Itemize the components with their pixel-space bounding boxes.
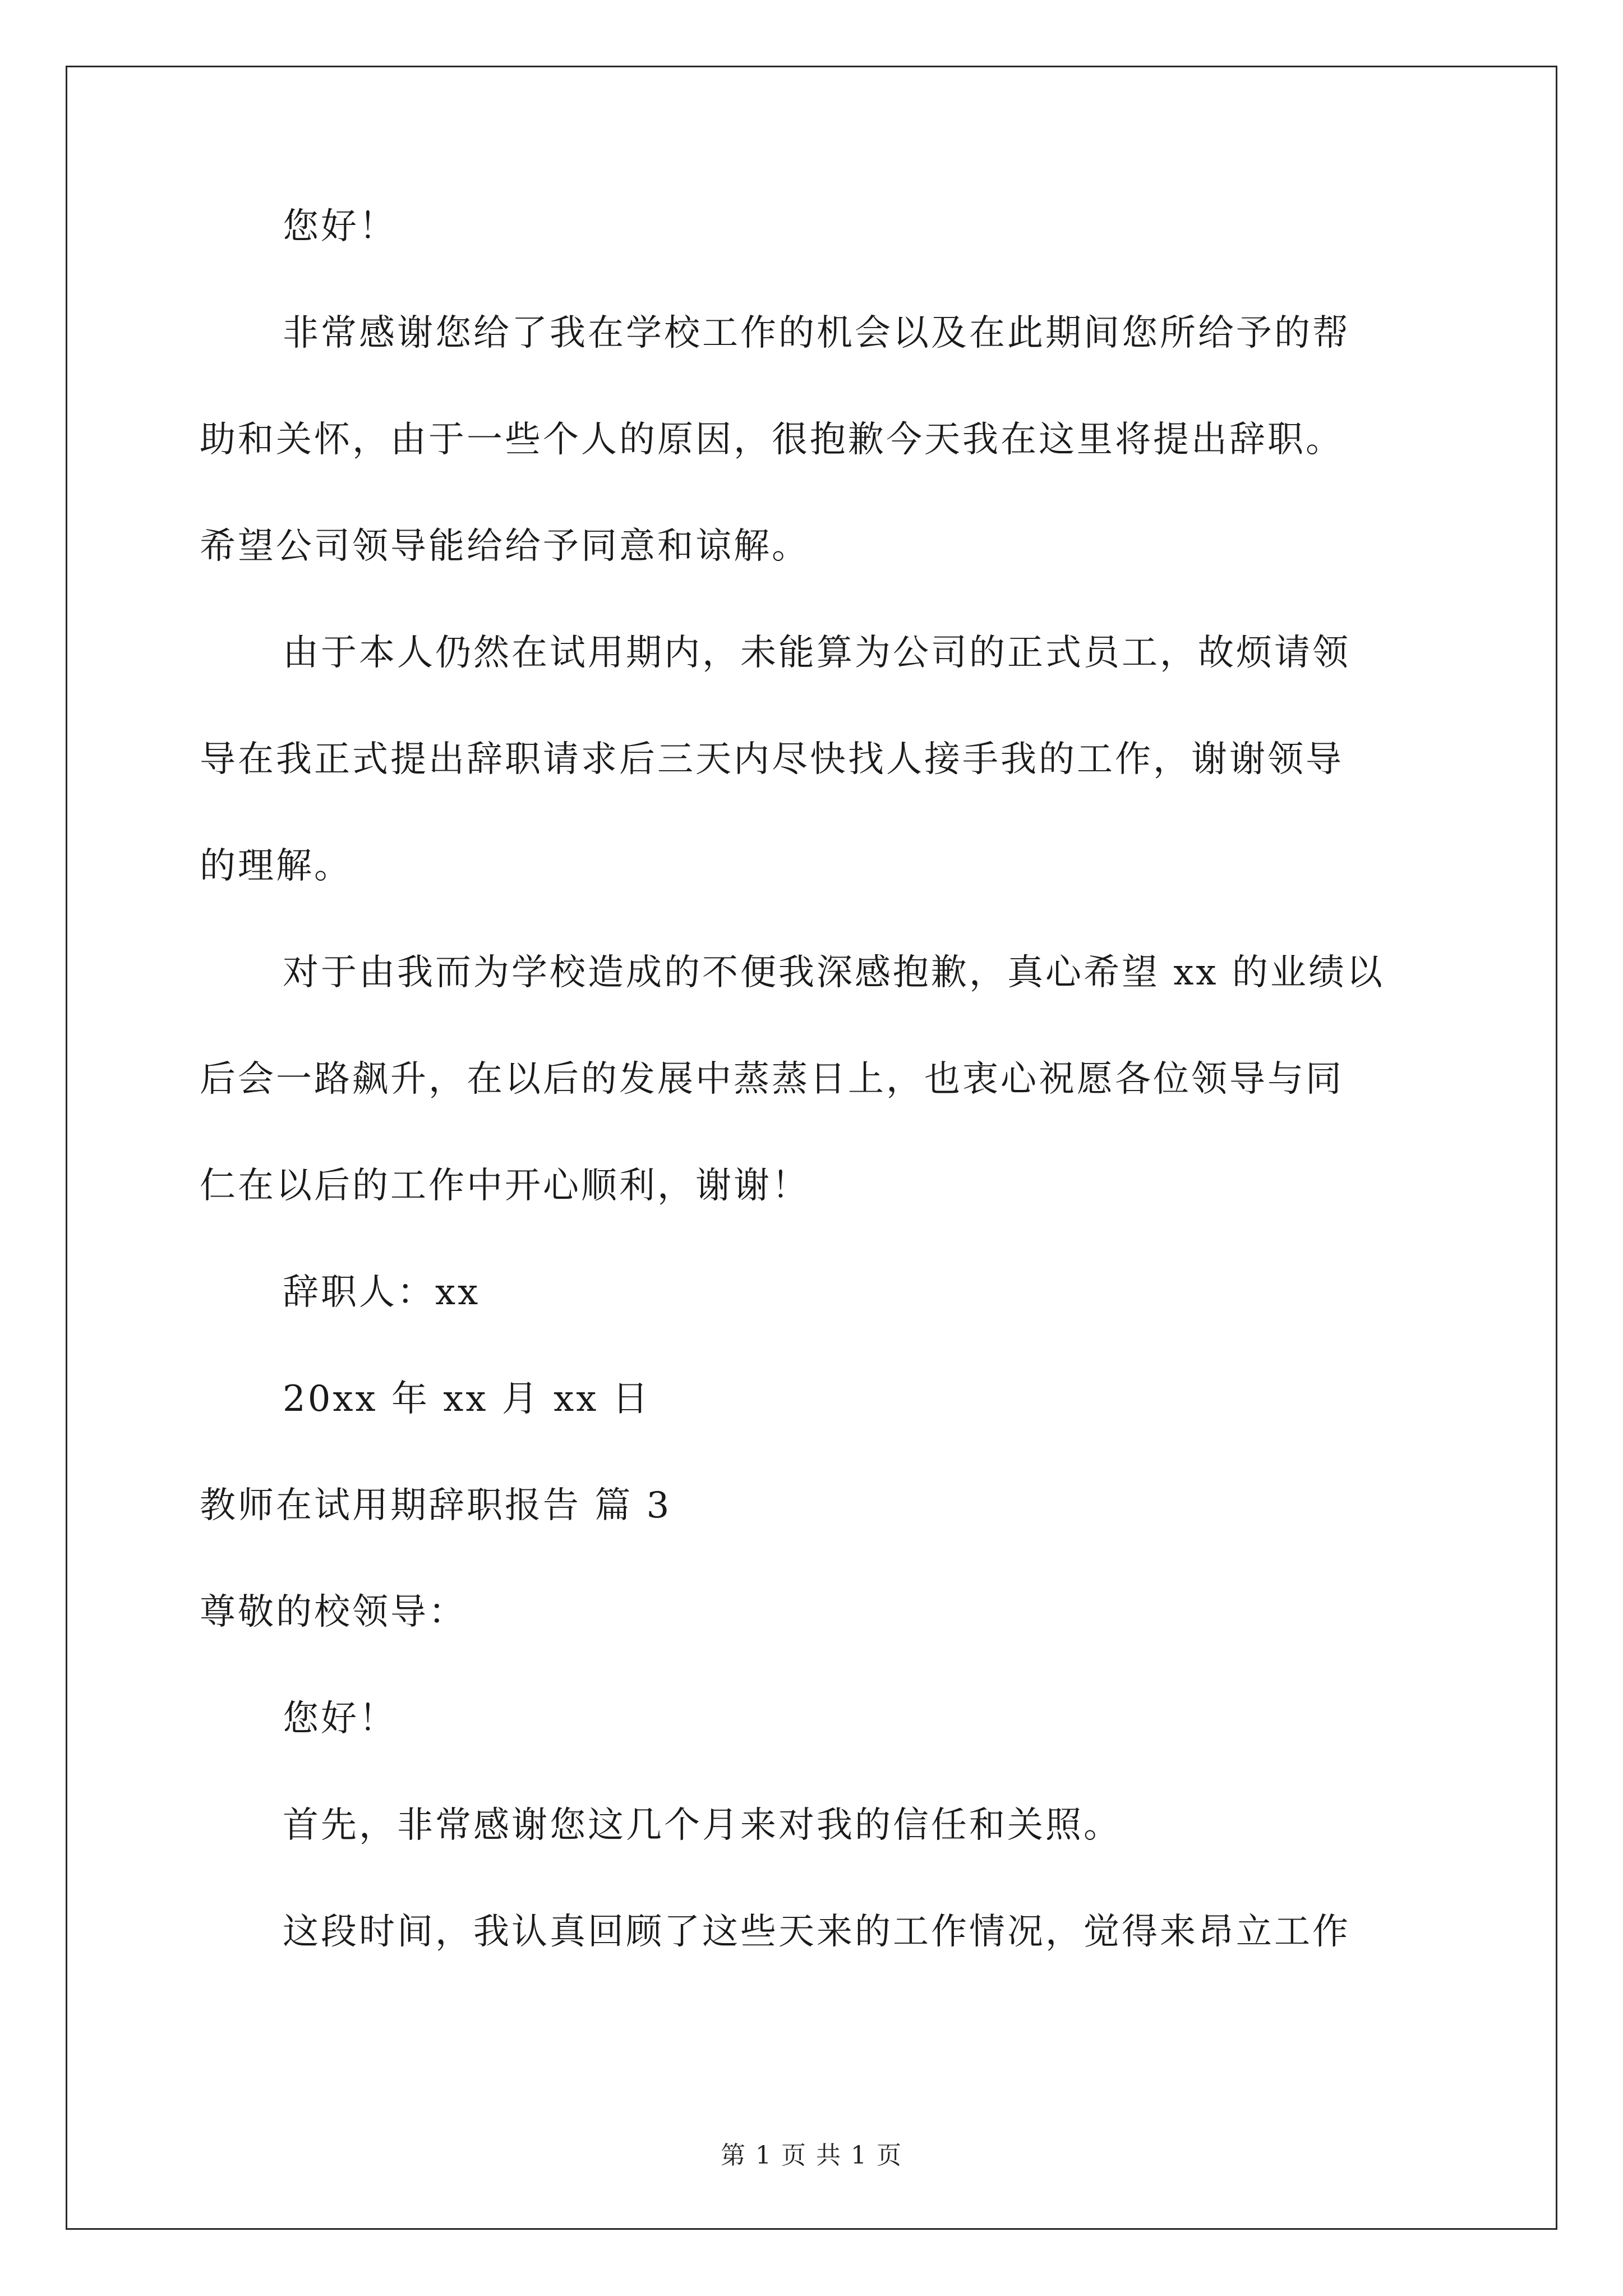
paragraph-line: 导在我正式提出辞职请求后三天内尽快找人接手我的工作，谢谢领导: [200, 739, 1344, 780]
paragraph-line: 由于本人仍然在试用期内，未能算为公司的正式员工，故烦请领: [283, 632, 1350, 674]
paragraph-line: 的理解。: [200, 845, 352, 887]
paragraph-line: 非常感谢您给了我在学校工作的机会以及在此期间您所给予的帮: [283, 312, 1350, 354]
date-line: 20xx 年 xx 月 xx 日: [283, 1378, 651, 1420]
paragraph-line: 这段时间，我认真回顾了这些天来的工作情况，觉得来昂立工作: [283, 1911, 1350, 1953]
page-footer: 第 1 页 共 1 页: [721, 2141, 902, 2170]
paragraph-line: 希望公司领导能给给予同意和谅解。: [200, 526, 810, 567]
section-heading: 教师在试用期辞职报告 篇 3: [200, 1485, 672, 1526]
document-body: [200, 206, 1439, 2021]
paragraph-line: 后会一路飙升，在以后的发展中蒸蒸日上，也衷心祝愿各位领导与同: [200, 1059, 1344, 1100]
paragraph-line: 仁在以后的工作中开心顺利，谢谢！: [200, 1165, 810, 1207]
signature-line: 辞职人：xx: [283, 1272, 481, 1313]
salutation-line: 尊敬的校领导：: [200, 1591, 467, 1633]
greeting-line: 您好！: [283, 206, 397, 247]
greeting-line: 您好！: [283, 1698, 397, 1740]
paragraph-line: 对于由我而为学校造成的不便我深感抱歉，真心希望 xx 的业绩以: [283, 952, 1385, 993]
paragraph-line: 首先，非常感谢您这几个月来对我的信任和关照。: [283, 1805, 1122, 1846]
paragraph-line: 助和关怀，由于一些个人的原因，很抱歉今天我在这里将提出辞职。: [200, 419, 1344, 461]
